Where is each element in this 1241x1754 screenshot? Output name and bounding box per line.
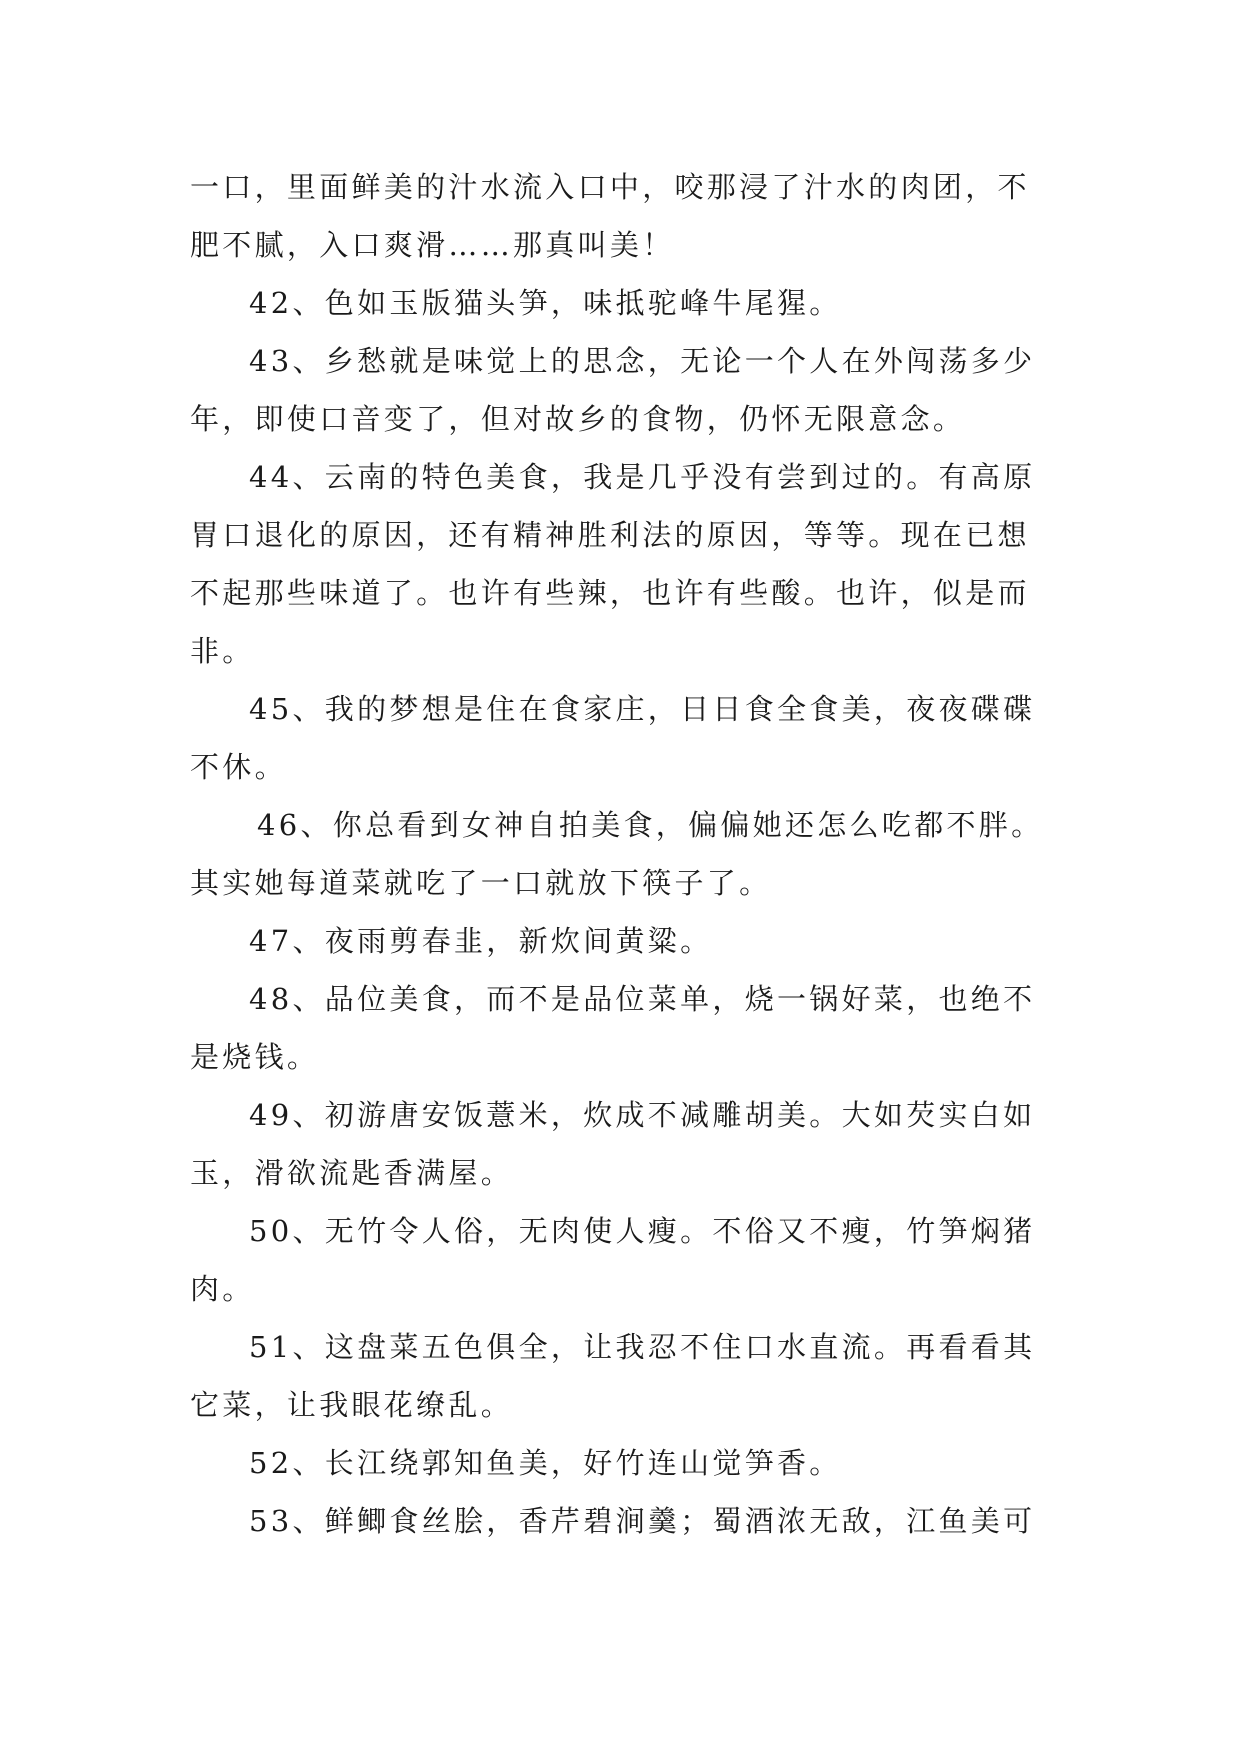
text-line: 其实她每道菜就吃了一口就放下筷子了。 (190, 866, 772, 900)
quote-53: 53、鲜鲫食丝脍，香芹碧涧羹；蜀酒浓无敌，江鱼美可 (249, 1504, 1036, 1538)
quote-48: 48、品位美食，而不是品位菜单，烧一锅好菜，也绝不 (249, 982, 1036, 1016)
text-line: 玉，滑欲流匙香满屋。 (190, 1156, 514, 1190)
text-line: 它菜，让我眼花缭乱。 (190, 1388, 514, 1422)
text-line: 是烧钱。 (190, 1040, 320, 1074)
text-line: 不起那些味道了。也许有些辣，也许有些酸。也许，似是而 (190, 576, 1030, 610)
quote-45: 45、我的梦想是住在食家庄，日日食全食美，夜夜碟碟 (249, 692, 1036, 726)
text-line: 一口，里面鲜美的汁水流入口中，咬那浸了汁水的肉团，不 (190, 170, 1030, 204)
quote-52: 52、长江绕郭知鱼美，好竹连山觉笋香。 (249, 1446, 842, 1480)
text-line: 肥不腻，入口爽滑……那真叫美！ (190, 228, 675, 262)
quote-49: 49、初游唐安饭薏米，炊成不减雕胡美。大如芡实白如 (249, 1098, 1036, 1132)
quote-47: 47、夜雨剪春韭，新炊间黄粱。 (249, 924, 713, 958)
text-line: 肉。 (190, 1272, 255, 1306)
text-line: 年，即使口音变了，但对故乡的食物，仍怀无限意念。 (190, 402, 966, 436)
quote-51: 51、这盘菜五色俱全，让我忍不住口水直流。再看看其 (249, 1330, 1036, 1364)
quote-44: 44、云南的特色美食，我是几乎没有尝到过的。有高原 (249, 460, 1036, 494)
text-line: 不休。 (190, 750, 287, 784)
text-line: 非。 (190, 634, 255, 668)
quote-42: 42、色如玉版猫头笋，味抵驼峰牛尾猩。 (249, 286, 842, 320)
text-line: 胃口退化的原因，还有精神胜利法的原因，等等。现在已想 (190, 518, 1030, 552)
quote-46: 46、你总看到女神自拍美食，偏偏她还怎么吃都不胖。 (257, 808, 1044, 842)
quote-50: 50、无竹令人俗，无肉使人瘦。不俗又不瘦，竹笋焖猪 (249, 1214, 1036, 1248)
quote-43: 43、乡愁就是味觉上的思念，无论一个人在外闯荡多少 (249, 344, 1036, 378)
